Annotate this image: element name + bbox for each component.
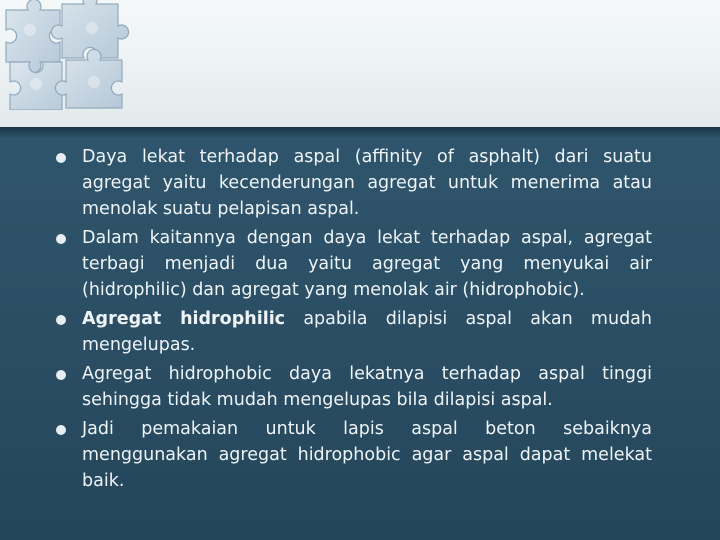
bullet-text: Daya lekat terhadap aspal (affinity of asphalt) dari suatu agregat yaitu kecenderungan agregat untuk menerima atau menolak suatu pelapisan aspal. [82,147,652,219]
list-item [50,144,652,222]
bullet-icon [56,153,66,163]
bullet-text: Jadi pemakaian untuk lapis aspal beton sebaiknya menggunakan agregat hidrophobic agar aspal dapat melekat baik. [82,419,652,491]
bullet-text: Agregat hidrophobic daya lekatnya terhadap aspal tinggi sehingga tidak mudah mengelupas bila dilapisi aspal. [82,364,652,410]
list-item [50,416,652,494]
bullet-text: Dalam kaitannya dengan daya lekat terhadap aspal, agregat terbagi menjadi dua yaitu agregat yang menyukai air (hidrophilic) dan agregat yang menolak air (hidrophobic). [82,228,652,300]
header-shadow [0,127,720,137]
list-item [50,361,652,413]
bullet-text: apabila dilapisi aspal akan mudah mengelupas. [82,309,652,355]
bullet-icon [56,425,66,435]
bullet-list [50,144,652,497]
list-item [50,306,652,358]
bullet-bold-text: Agregat hidrophilic [82,309,286,329]
puzzle-pieces-icon [0,0,140,110]
bullet-icon [56,315,66,325]
bullet-icon [56,370,66,380]
list-item [50,225,652,303]
bullet-icon [56,234,66,244]
